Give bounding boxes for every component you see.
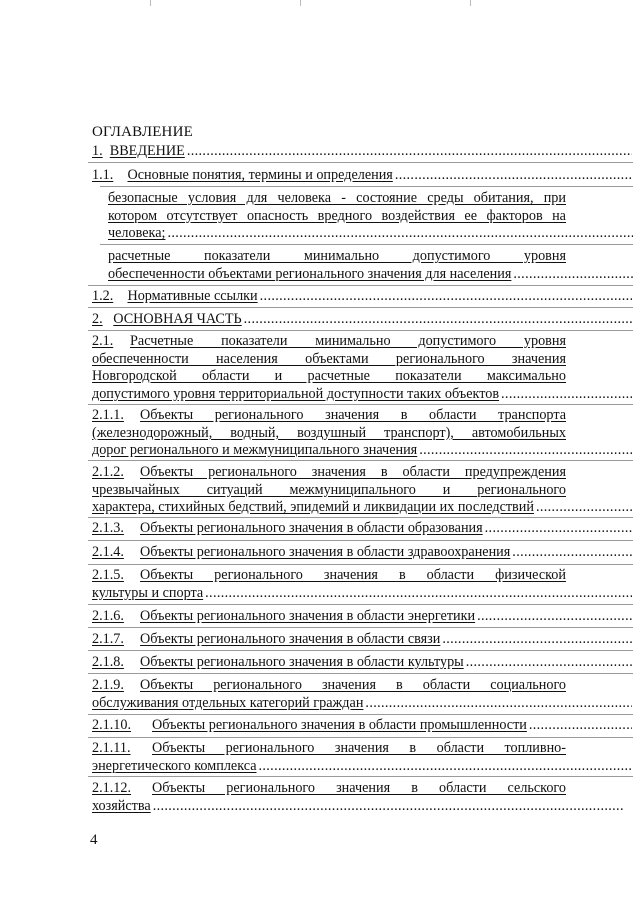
toc-entry-2-1-6[interactable] bbox=[92, 608, 632, 626]
toc-entry-1-1[interactable] bbox=[92, 167, 632, 185]
leader-dots bbox=[259, 758, 633, 776]
leader-dots bbox=[365, 695, 632, 713]
separator bbox=[88, 517, 633, 518]
leader-dots bbox=[466, 654, 632, 672]
leader-dots bbox=[512, 544, 632, 562]
toc-entry-line: Новгородской области и расчетные показатели максимально bbox=[92, 368, 566, 385]
leader-dots bbox=[536, 499, 632, 517]
separator bbox=[88, 604, 633, 605]
toc-entry-number: 2.1.2. bbox=[92, 464, 124, 480]
toc-entry-number: 2.1.7. bbox=[92, 631, 124, 647]
toc-entry-text: Объекты регионального значения в области здравоохранения bbox=[140, 544, 511, 560]
separator bbox=[100, 244, 633, 245]
toc-entry-2-1-9[interactable] bbox=[92, 677, 566, 712]
toc-entry-number: 2.1.12. bbox=[92, 780, 132, 796]
scan-mark bbox=[300, 0, 301, 6]
toc-entry-2-1[interactable] bbox=[92, 333, 566, 403]
toc-entry-text: Объекты регионального значения в области связи bbox=[140, 631, 441, 647]
leader-dots bbox=[501, 386, 632, 404]
toc-entry-line: чрезвычайных ситуаций межмуниципального и регионального bbox=[92, 481, 566, 498]
toc-entry-2-1-8[interactable] bbox=[92, 654, 632, 672]
toc-entry-line: характера, стихийных бедствий, эпидемий и ликвидации их последствий bbox=[92, 499, 534, 516]
leader-dots bbox=[529, 717, 632, 735]
toc-entry-text: Объекты регионального значения в области промышленности bbox=[152, 717, 527, 733]
leader-dots bbox=[205, 585, 632, 603]
toc-entry-line: Расчетные показатели минимально допустимого уровня bbox=[130, 333, 566, 349]
toc-entry-2-1-10[interactable] bbox=[92, 717, 632, 735]
toc-entry-introduction[interactable] bbox=[92, 143, 632, 161]
toc-entry-number: 2.1.5. bbox=[92, 567, 124, 583]
toc-entry-line: обеспеченности населения объектами регионального значения bbox=[92, 350, 566, 367]
toc-entry-number: 2.1.10. bbox=[92, 717, 132, 733]
separator bbox=[88, 714, 633, 715]
toc-entry-line: безопасные условия для человека - состояние среды обитания, при bbox=[108, 190, 566, 206]
toc-entry-line: дорог регионального и межмуниципального значения bbox=[92, 442, 418, 459]
leader-dots bbox=[167, 225, 633, 243]
toc-entry-line: Объекты регионального значения в области физической bbox=[140, 567, 566, 583]
toc-entry-2-1-3[interactable] bbox=[92, 520, 632, 538]
leader-dots bbox=[513, 266, 633, 284]
toc-entry-2-1-7[interactable] bbox=[92, 631, 632, 649]
toc-entry-main-part[interactable] bbox=[92, 311, 632, 329]
toc-entry-line: Объекты регионального значения в области социального bbox=[140, 677, 566, 693]
scan-mark bbox=[150, 0, 151, 6]
separator bbox=[88, 564, 633, 565]
separator bbox=[88, 737, 633, 738]
leader-dots bbox=[419, 442, 632, 460]
toc-entry-2-1-2[interactable] bbox=[92, 464, 566, 517]
leader-dots bbox=[395, 167, 632, 185]
toc-entry-text: ОСНОВНАЯ ЧАСТЬ bbox=[113, 311, 242, 327]
toc-entry-1-2[interactable] bbox=[92, 288, 632, 306]
separator bbox=[88, 627, 633, 628]
leader-dots bbox=[153, 798, 632, 816]
toc-entry-line: обеспеченности объектами регионального значения для населения bbox=[108, 265, 512, 282]
leader-dots bbox=[485, 520, 632, 538]
toc-entry-number: 2.1.4. bbox=[92, 544, 124, 560]
toc-title: ОГЛАВЛЕНИЕ bbox=[92, 124, 193, 140]
toc-entry-line: энергетического комплекса bbox=[92, 757, 257, 774]
toc-entry-number: 1.1. bbox=[92, 167, 114, 183]
toc-entry-calculated-indicators[interactable] bbox=[108, 248, 566, 283]
toc-entry-text: Объекты регионального значения в области энергетики bbox=[140, 608, 476, 624]
separator bbox=[88, 307, 633, 308]
toc-entry-2-1-5[interactable] bbox=[92, 567, 566, 602]
toc-entry-text: Объекты регионального значения в области культуры bbox=[140, 654, 464, 670]
toc-entry-line: Объекты регионального значения в области сельского bbox=[152, 780, 566, 796]
leader-dots bbox=[442, 631, 632, 649]
toc-entry-2-1-4[interactable] bbox=[92, 544, 632, 562]
toc-entry-line: Объекты регионального значения в области предупреждения bbox=[140, 464, 566, 480]
toc-entry-line: Объекты регионального значения в области топливно- bbox=[152, 740, 566, 756]
toc-entry-number: 2.1. bbox=[92, 333, 114, 349]
toc-entry-2-1-12[interactable] bbox=[92, 780, 566, 815]
toc-entry-line: котором отсутствует опасность вредного воздействия ее факторов на bbox=[108, 207, 566, 224]
leader-dots bbox=[477, 608, 632, 626]
toc-entry-number: 2.1.6. bbox=[92, 608, 124, 624]
toc-entry-2-1-11[interactable] bbox=[92, 740, 566, 775]
toc-entry-number: 1.2. bbox=[92, 288, 114, 304]
toc-entry-line: расчетные показатели минимально допустимого уровня bbox=[108, 248, 566, 264]
toc-entry-line: (железнодорожный, водный, воздушный транспорт), автомобильных bbox=[92, 424, 566, 441]
toc-entry-number: 2.1.3. bbox=[92, 520, 124, 536]
separator bbox=[100, 186, 633, 187]
leader-dots bbox=[187, 143, 632, 161]
separator bbox=[88, 776, 633, 777]
scan-mark bbox=[470, 0, 471, 6]
leader-dots bbox=[244, 311, 632, 329]
toc-entry-number: 2. bbox=[92, 311, 103, 327]
toc-entry-line: человека; bbox=[108, 225, 166, 242]
separator bbox=[88, 460, 633, 461]
toc-entry-number: 1. bbox=[92, 143, 103, 159]
separator bbox=[88, 330, 633, 331]
toc-entry-line: культуры и спорта bbox=[92, 584, 204, 601]
toc-entry-number: 2.1.11. bbox=[92, 740, 131, 756]
toc-entry-text: ВВЕДЕНИЕ bbox=[109, 143, 185, 159]
separator bbox=[88, 650, 633, 651]
separator bbox=[88, 162, 633, 163]
toc-entry-line: Объекты регионального значения в области транспорта bbox=[140, 407, 566, 423]
toc-entry-text: Нормативные ссылки bbox=[127, 288, 258, 304]
toc-entry-line: допустимого уровня территориальной доступности таких объектов bbox=[92, 385, 500, 402]
toc-entry-line: обслуживания отдельных категорий граждан bbox=[92, 694, 364, 711]
toc-entry-line: хозяйства bbox=[92, 797, 151, 814]
separator bbox=[88, 404, 633, 405]
leader-dots bbox=[260, 288, 632, 306]
separator bbox=[88, 285, 633, 286]
toc-entry-text: Основные понятия, термины и определения bbox=[127, 167, 393, 183]
toc-entry-number: 2.1.9. bbox=[92, 677, 124, 693]
page-number: 4 bbox=[90, 832, 98, 848]
separator bbox=[88, 540, 633, 541]
toc-entry-2-1-1[interactable] bbox=[92, 407, 566, 460]
toc-entry-number: 2.1.8. bbox=[92, 654, 124, 670]
separator bbox=[88, 673, 633, 674]
toc-entry-safe-conditions[interactable] bbox=[108, 190, 566, 243]
toc-entry-number: 2.1.1. bbox=[92, 407, 124, 423]
toc-entry-text: Объекты регионального значения в области образования bbox=[140, 520, 483, 536]
